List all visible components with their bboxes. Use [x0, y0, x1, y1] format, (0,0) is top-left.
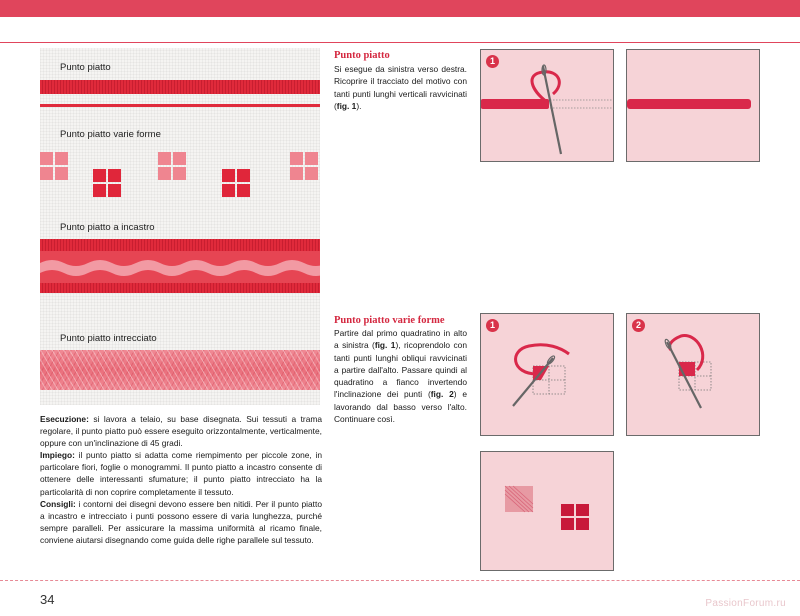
step-badge: 2 [632, 319, 645, 332]
figure-2-step-2 [626, 313, 760, 436]
consigli-label: Consigli: [40, 498, 76, 509]
figure-1-step-2 [626, 49, 760, 162]
page-number: 34 [40, 592, 55, 607]
top-accent-bar [0, 0, 800, 17]
s2-text-b: ), ricoprendolo con tanti punti lunghi obliqui ravvicinati a partire dall'alto. Passare quindi al quadratino a fianco invertendo l'inclinazione dei punti ( [334, 340, 467, 400]
band-a-incastro-wave [40, 251, 320, 283]
s2-fig2-ref: fig. 2 [430, 389, 454, 400]
finished-stitch-illustration [627, 50, 760, 162]
section-title-varie-forme: Punto piatto varie forme [334, 315, 445, 326]
impiego-label: Impiego: [40, 450, 75, 461]
figure-1-step-1 [480, 49, 614, 162]
section-title-punto-piatto: Punto piatto [334, 50, 390, 61]
section-text-varie-forme [334, 327, 467, 425]
s1-text-b: ). [356, 100, 362, 111]
figure-2-finished [480, 451, 614, 571]
band-a-incastro-bottom [40, 283, 320, 293]
square-motif [40, 152, 68, 180]
square-motif [93, 169, 121, 197]
needle-square-illustration [481, 314, 614, 436]
impiego-text: il punto piatto si adatta come riempimento per piccole zone, in particolare fiori, foglie o monogrammi. Il punto piatto a incastro consente di ottenere delle interessanti sfumature; il punto piatto intrecciato ha la particolarità di non coprire completamente il tessuto. [40, 450, 322, 497]
band-a-incastro-top [40, 239, 320, 251]
watermark: PassionForum.ru [705, 598, 786, 609]
photo-label-a-incastro: Punto piatto a incastro [60, 222, 155, 233]
square-motif [222, 169, 250, 197]
step-badge: 1 [486, 319, 499, 332]
band-intrecciato [40, 350, 320, 390]
s1-text-a: Si esegue da sinistra verso destra. Ricoprire il tracciato del motivo con tanti punti lunghi verticali ravvicinati ( [334, 64, 467, 111]
photo-label-punto-piatto: Punto piatto [60, 62, 111, 73]
s2-text-a: Partire dal primo quadratino in alto a sinistra ( [334, 328, 467, 351]
s2-fig1-ref: fig. 1 [374, 340, 396, 351]
esecuzione-text: si lavora a telaio, su base disegnata. Sui tessuti a trama regolare, il punto piatto può essere eseguito orizzontalmente, verticalmente, oppure con un'inclinazione di 45 gradi. [40, 414, 322, 449]
photo-label-intrecciato: Punto piatto intrecciato [60, 333, 157, 344]
figure-2-step-1 [480, 313, 614, 436]
step-badge: 1 [486, 55, 499, 68]
technique-notes [40, 413, 322, 546]
needle-square-illustration [627, 314, 760, 436]
square-motif [158, 152, 186, 180]
s1-fig-ref: fig. 1 [336, 100, 357, 111]
top-rule [0, 42, 800, 43]
section-text-punto-piatto [334, 63, 467, 112]
needle-illustration [481, 50, 614, 162]
esecuzione-label: Esecuzione: [40, 414, 89, 424]
thin-stripe [40, 104, 320, 107]
embroidery-sample-photo [40, 48, 320, 405]
photo-label-varie-forme: Punto piatto varie forme [60, 129, 161, 140]
finished-squares-illustration [481, 452, 614, 571]
square-motif [290, 152, 318, 180]
s2-text-c: ) e lavorando dal basso verso l'alto. Continuare così. [334, 389, 467, 425]
band-punto-piatto [40, 80, 320, 94]
consigli-text: i contorni dei disegni devono essere ben nitidi. Per il punto piatto a incastro e intrecciato i punti possono essere di varia lunghezza, purché sempre paralleli. Per assicurare la massima uniformità al ricamo finale, conviene aiutarsi disegnando come guida delle righe parallele sul tessuto. [40, 498, 322, 545]
bottom-dashed-rule [0, 580, 800, 581]
